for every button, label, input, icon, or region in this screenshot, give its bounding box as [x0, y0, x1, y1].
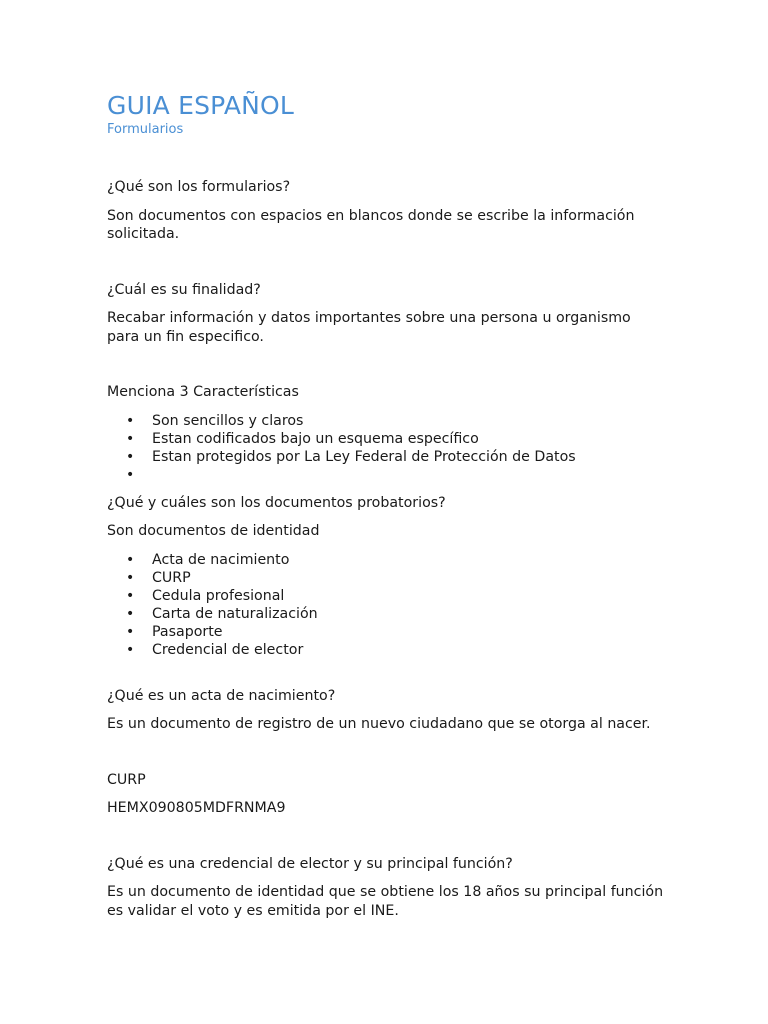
list-item-text: Credencial de elector [152, 641, 304, 658]
list-item [107, 448, 667, 466]
question-credencial-elector: ¿Qué es una credencial de elector y su principal función? [107, 855, 513, 872]
list-item [107, 587, 667, 605]
list-item-text: Estan protegidos por La Ley Federal de Protección de Datos [152, 448, 576, 465]
question-documentos-probatorios: ¿Qué y cuáles son los documentos probatorios? [107, 494, 446, 511]
bullet-icon: • [126, 623, 135, 640]
question-caracteristicas: Menciona 3 Características [107, 384, 299, 400]
question-curp: CURP [107, 771, 146, 788]
question-formularios: ¿Qué son los formularios? [107, 179, 291, 195]
list-item [107, 569, 667, 587]
bullet-icon: • [126, 641, 135, 658]
list-item [107, 623, 667, 641]
answer-documentos-probatorios: Son documentos de identidad [107, 523, 320, 539]
answer-acta-nacimiento: Es un documento de registro de un nuevo ciudadano que se otorga al nacer. [107, 716, 651, 732]
bullet-icon: • [126, 605, 135, 622]
answer-formularios: Son documentos con espacios en blancos donde se escribe la información solicitada. [107, 207, 635, 242]
characteristics-list [107, 412, 667, 484]
list-item-text: Son sencillos y claros [152, 412, 304, 429]
list-item-text: Cedula profesional [152, 587, 285, 604]
documents-list [107, 551, 667, 659]
question-finalidad: ¿Cuál es su finalidad? [107, 281, 261, 298]
list-item [107, 466, 667, 484]
page-subtitle: Formularios [107, 122, 184, 137]
bullet-icon: • [126, 430, 135, 447]
list-item-text: Carta de naturalización [152, 605, 318, 622]
bullet-icon: • [126, 551, 135, 568]
answer-credencial-elector: Es un documento de identidad que se obtiene los 18 años su principal función es validar el voto y es emitida por el INE. [107, 884, 664, 919]
list-item-text: Estan codificados bajo un esquema específico [152, 430, 479, 447]
question-acta-nacimiento: ¿Qué es un acta de nacimiento? [107, 687, 336, 704]
list-item [107, 430, 667, 448]
list-item [107, 605, 667, 623]
list-item [107, 412, 667, 430]
bullet-icon: • [126, 448, 135, 465]
bullet-icon: • [126, 569, 135, 586]
bullet-icon: • [126, 466, 135, 483]
answer-finalidad: Recabar información y datos importantes sobre una persona u organismo para un fin especifico. [107, 310, 631, 345]
page-title: GUIA ESPAÑOL [107, 91, 295, 120]
list-item [107, 641, 667, 659]
answer-curp: HEMX090805MDFRNMA9 [107, 800, 286, 816]
list-item-text: CURP [152, 569, 191, 586]
list-item-text: Acta de nacimiento [152, 551, 290, 568]
list-item-text: Pasaporte [152, 623, 223, 640]
list-item [107, 551, 667, 569]
bullet-icon: • [126, 587, 135, 604]
bullet-icon: • [126, 412, 135, 429]
document-page [107, 90, 667, 920]
